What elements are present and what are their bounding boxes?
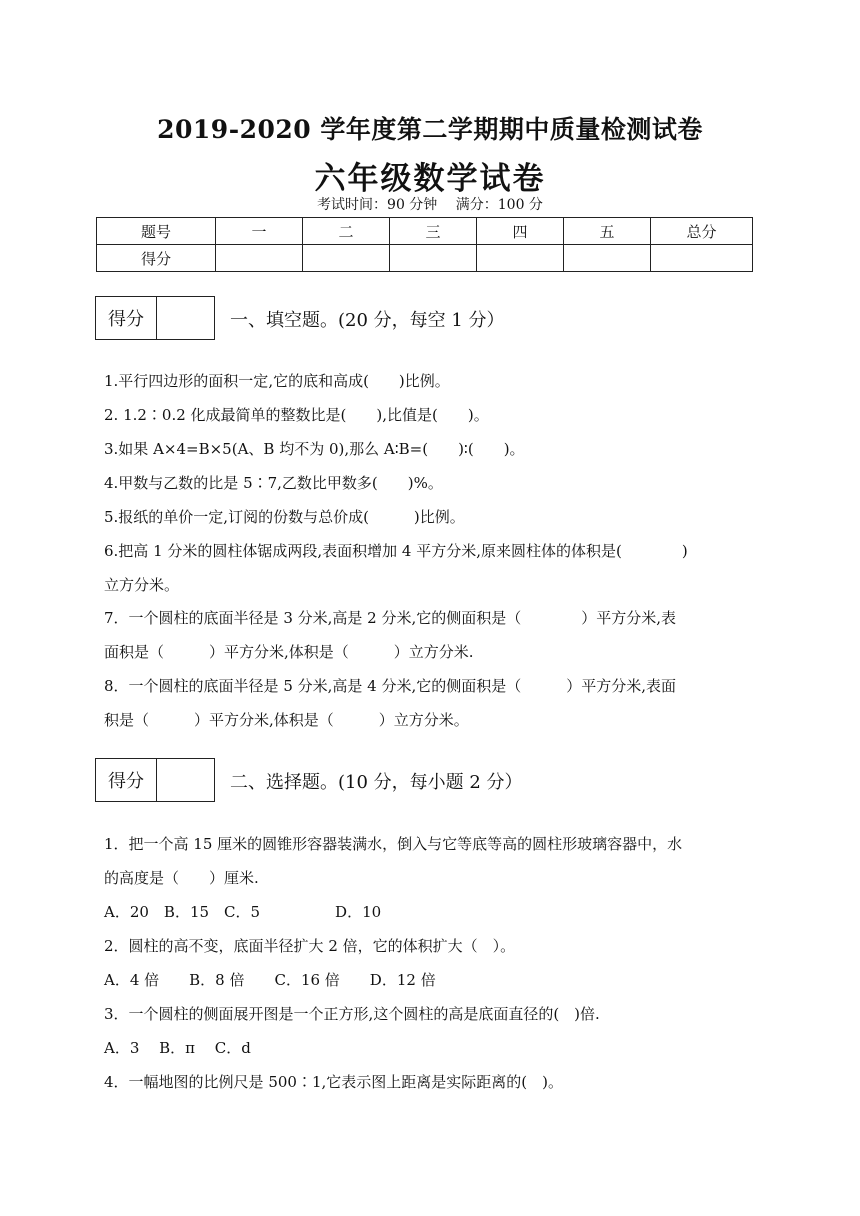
option-line: A．4 倍 B．8 倍 C．16 倍 D．12 倍 [104,971,436,989]
option-line: A．20 B．15 C．5 D．10 [104,903,382,921]
section1-title: 一、填空题。(20 分，每空 1 分） [230,310,505,331]
question-line: 4．一幅地图的比例尺是 500∶1,它表示图上距离是实际距离的( )。 [104,1073,563,1091]
score-cell-2[interactable] [303,245,390,272]
col-header-1: 一 [216,218,303,245]
question-line: 立方分米。 [104,576,180,594]
question-line: 2．圆柱的高不变，底面半径扩大 2 倍，它的体积扩大（ ）。 [104,937,516,955]
section1-score-box [95,296,215,340]
score-table [96,217,753,272]
col-header-3: 三 [390,218,477,245]
question-line: 6.把高 1 分米的圆柱体锯成两段,表面积增加 4 平方分米,原来圆柱体的体积是( ) [104,542,688,560]
section2-score-box [95,758,215,802]
question-line: 2. 1.2∶0.2 化成最简单的整数比是( ),比值是( )。 [104,406,489,424]
score-cell-5[interactable] [564,245,651,272]
section2-score-blank[interactable] [157,759,214,801]
exam-time: 考试时间：90 分钟 [317,197,438,213]
question-line: 1.平行四边形的面积一定,它的底和高成( )比例。 [104,372,450,390]
col-header-5: 五 [564,218,651,245]
score-table-score-row [97,245,753,272]
section2-score-label: 得分 [96,759,157,801]
section1-score-label: 得分 [96,297,157,339]
score-cell-1[interactable] [216,245,303,272]
question-line: 4.甲数与乙数的比是 5∶7,乙数比甲数多( )%。 [104,474,443,492]
col-header-2: 二 [303,218,390,245]
exam-subject-title: 六年级数学试卷 [314,161,546,197]
section1-score-blank[interactable] [157,297,214,339]
question-line: 3．一个圆柱的侧面展开图是一个正方形,这个圆柱的高是底面直径的( )倍. [104,1005,600,1023]
question-line: 的高度是（ ）厘米. [104,869,259,887]
option-line: A．3 B．π C．d [104,1039,251,1057]
col-header-total: 总分 [651,218,753,245]
question-line: 5.报纸的单价一定,订阅的份数与总价成( )比例。 [104,508,465,526]
score-cell-4[interactable] [477,245,564,272]
section2-title: 二、选择题。(10 分，每小题 2 分） [230,772,523,793]
score-table-header-row [97,218,753,245]
col-header-4: 四 [477,218,564,245]
question-line: 8．一个圆柱的底面半径是 5 分米,高是 4 分米,它的侧面积是（ ）平方分米,表面 [104,677,677,695]
score-cell-3[interactable] [390,245,477,272]
exam-title: 2019-2020 学年度第二学期期中质量检测试卷 [157,115,703,144]
question-line: 1．把一个高 15 厘米的圆锥形容器装满水，倒入与它等底等高的圆柱形玻璃容器中，水 [104,835,683,853]
question-line: 3.如果 A×4=B×5(A、B 均不为 0),那么 A∶B=( )∶( )。 [104,440,525,458]
exam-info [0,194,860,214]
full-marks: 满分：100 分 [455,197,543,213]
question-line: 7．一个圆柱的底面半径是 3 分米,高是 2 分米,它的侧面积是（ ）平方分米,表 [104,609,677,627]
question-line: 积是（ ）平方分米,体积是（ ）立方分米。 [104,711,469,729]
row-header-question: 题号 [97,218,216,245]
score-cell-total[interactable] [651,245,753,272]
row-header-score: 得分 [97,245,216,272]
question-line: 面积是（ ）平方分米,体积是（ ）立方分米. [104,643,474,661]
